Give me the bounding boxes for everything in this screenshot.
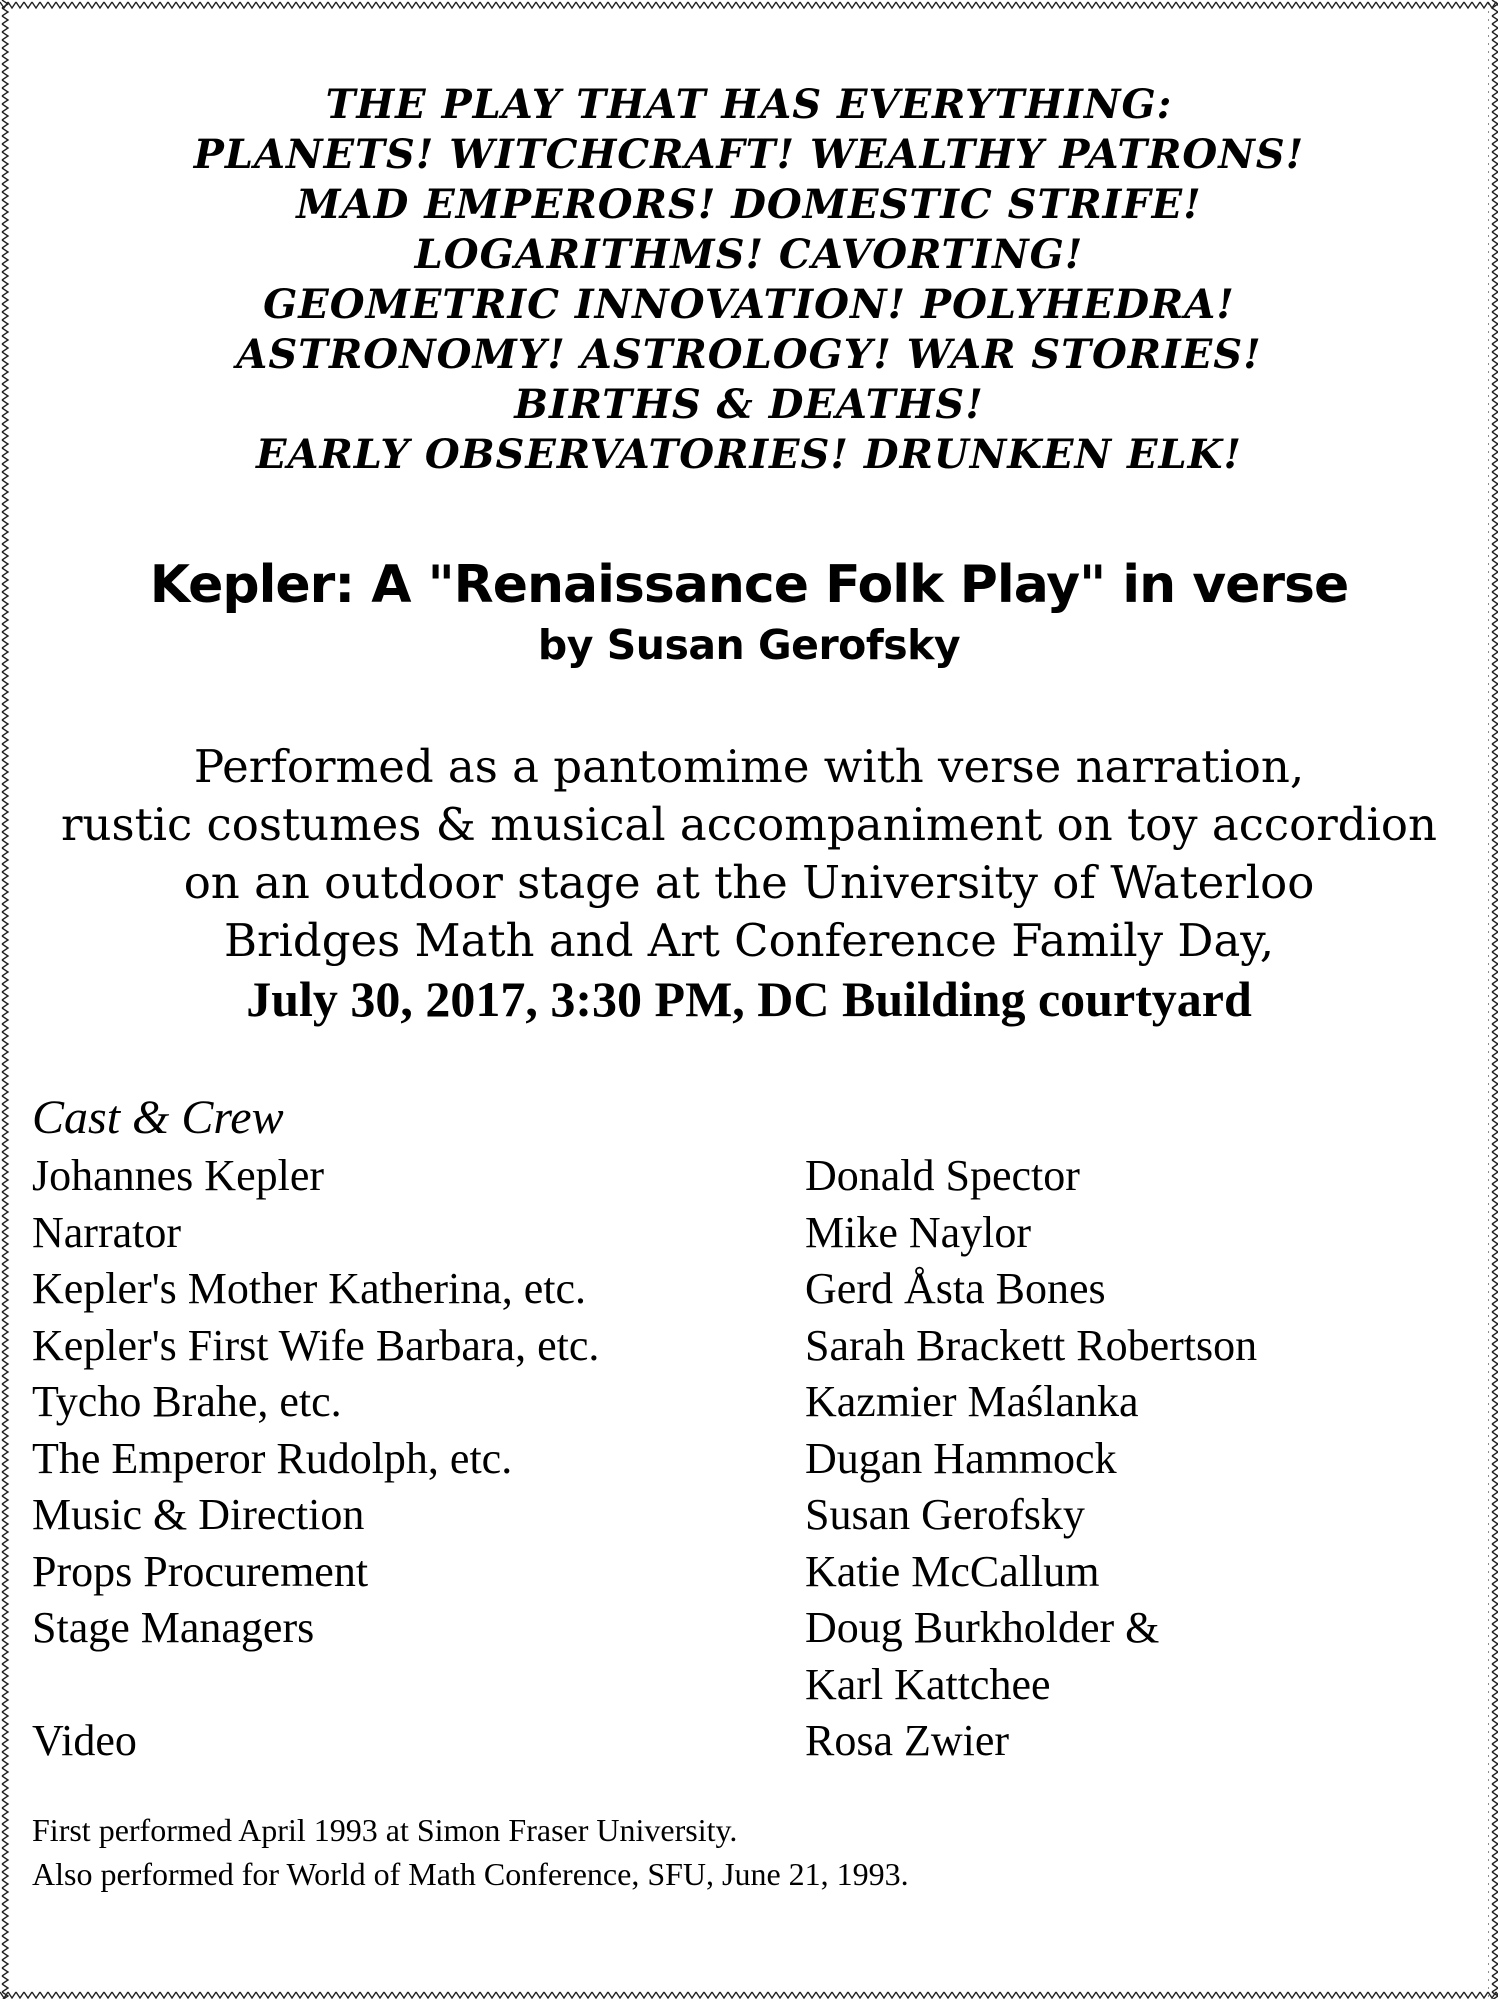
crew-role: Kepler's First Wife Barbara, etc. [32,1320,600,1370]
play-title: Kepler: A "Renaissance Folk Play" in verse [149,555,1349,615]
crew-role: Props Procurement [32,1546,369,1596]
crew-name: Kazmier Maślanka [805,1377,1139,1426]
crew-name: Donald Spector [805,1151,1080,1200]
headline-line: PLANETS! WITCHCRAFT! WEALTHY PATRONS! [193,131,1305,178]
performance-description [0,738,1498,1028]
crew-row [32,1205,1432,1262]
headline-line: ASTRONOMY! ASTROLOGY! WAR STORIES! [236,331,1262,378]
cast-crew-heading: Cast & Crew [32,1091,284,1144]
performance-history [32,1808,909,1896]
crew-role [32,1657,805,1714]
crew-name: Doug Burkholder & [805,1603,1160,1652]
crew-name: Karl Kattchee [805,1659,1051,1709]
crew-row [32,1318,1432,1375]
headline-line: GEOMETRIC INNOVATION! POLYHEDRA! [263,281,1235,328]
crew-row [32,1713,1432,1770]
crew-name: Dugan Hammock [805,1433,1117,1483]
footnote-line: Also performed for World of Math Conference, SFU, June 21, 1993. [32,1856,909,1892]
crew-name: Gerd Åsta Bones [805,1264,1106,1313]
crew-role: The Emperor Rudolph, etc. [32,1433,513,1483]
crew-role: Video [32,1716,137,1765]
play-author: by Susan Gerofsky [537,621,961,669]
crew-name: Rosa Zwier [805,1716,1010,1765]
crew-row [32,1374,1432,1431]
description-line: on an outdoor stage at the University of Waterloo [183,856,1315,909]
crew-role: Stage Managers [32,1603,315,1652]
crew-row [32,1148,1432,1205]
headline-line: LOGARITHMS! CAVORTING! [414,231,1084,278]
crew-role: Narrator [32,1207,182,1257]
headline-line: THE PLAY THAT HAS EVERYTHING: [325,81,1173,128]
description-line: Bridges Math and Art Conference Family Day, [223,914,1275,967]
crew-row [32,1544,1432,1601]
crew-role: Kepler's Mother Katherina, etc. [32,1264,587,1313]
crew-role: Tycho Brahe, etc. [32,1377,342,1426]
crew-name: Katie McCallum [805,1546,1100,1596]
crew-name: Susan Gerofsky [805,1490,1085,1539]
crew-row [32,1261,1432,1318]
description-line: rustic costumes & musical accompaniment on toy accordion [60,798,1437,851]
crew-name: Sarah Brackett Robertson [805,1320,1258,1370]
headline-line: EARLY OBSERVATORIES! DRUNKEN ELK! [256,431,1242,478]
headline-line: MAD EMPERORS! DOMESTIC STRIFE! [296,181,1202,228]
headline-line: BIRTHS & DEATHS! [514,381,984,428]
footnote-line: First performed April 1993 at Simon Fraser University. [32,1812,738,1848]
cast-crew-list [32,1148,1432,1770]
event-details: July 30, 2017, 3:30 PM, DC Building courtyard [246,971,1252,1027]
headline [60,80,1438,480]
crew-row [32,1487,1432,1544]
crew-row [32,1431,1432,1488]
crew-name: Mike Naylor [805,1207,1032,1257]
crew-role: Music & Direction [32,1490,365,1539]
crew-row [32,1657,1432,1714]
crew-role: Johannes Kepler [32,1151,325,1200]
description-line: Performed as a pantomime with verse narration, [193,740,1305,793]
crew-row [32,1600,1432,1657]
